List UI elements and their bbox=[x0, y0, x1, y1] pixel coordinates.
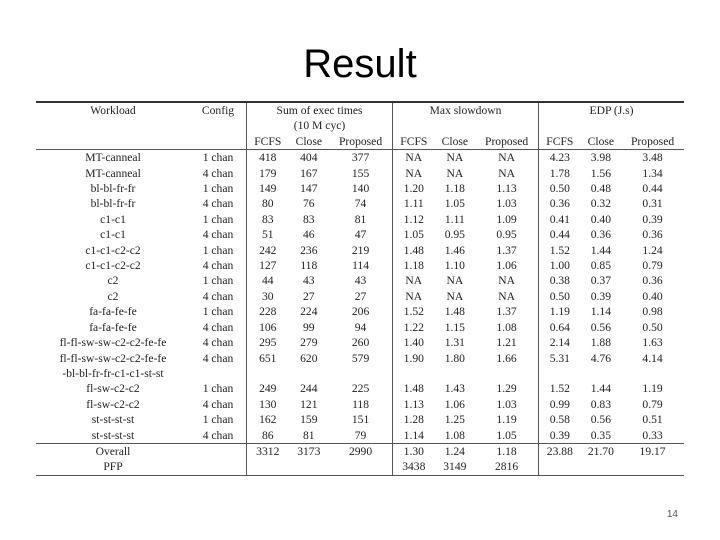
value-cell: 0.44 bbox=[539, 227, 581, 242]
value-cell: 0.40 bbox=[642, 289, 663, 303]
value-cell: 1.20 bbox=[393, 181, 435, 196]
value-cell: 295 bbox=[247, 335, 289, 350]
config-cell: 4 chan bbox=[202, 428, 234, 442]
config-cell: 1 chan bbox=[202, 243, 234, 257]
value-cell: 140 bbox=[351, 182, 370, 196]
value-cell: 0.32 bbox=[590, 197, 612, 211]
value-cell bbox=[475, 366, 538, 381]
subheader-cell: FCFS bbox=[247, 134, 289, 150]
value-cell: 1.06 bbox=[444, 397, 465, 411]
value-cell: NA bbox=[446, 274, 464, 288]
value-cell: 3438 bbox=[393, 459, 435, 475]
config-cell: 4 chan bbox=[202, 336, 234, 350]
config-cell bbox=[190, 459, 247, 475]
workload-cell: bl-bl-fr-fr bbox=[90, 197, 136, 211]
value-cell bbox=[329, 366, 392, 381]
value-cell: 1.10 bbox=[444, 259, 465, 273]
subheader-cell: FCFS bbox=[539, 134, 581, 150]
value-cell: 1.19 bbox=[496, 413, 517, 427]
value-cell: 0.35 bbox=[590, 428, 612, 442]
value-cell: 249 bbox=[247, 381, 289, 396]
workload-cell: c2 bbox=[107, 289, 119, 303]
workload-cell: MT-canneal bbox=[85, 151, 141, 165]
table-row bbox=[36, 150, 684, 166]
value-cell: 51 bbox=[247, 227, 289, 242]
value-cell: 1.05 bbox=[496, 428, 517, 442]
value-cell: 127 bbox=[247, 258, 289, 273]
workload-cell: st-st-st-st bbox=[91, 413, 135, 427]
value-cell: 1.66 bbox=[496, 351, 517, 365]
value-cell: 1.19 bbox=[642, 382, 663, 396]
value-cell bbox=[621, 366, 684, 381]
table-row bbox=[36, 412, 684, 427]
page-number: 14 bbox=[666, 509, 678, 520]
subheader-cell: Close bbox=[289, 134, 330, 150]
value-cell: 27 bbox=[354, 289, 367, 303]
value-cell: 149 bbox=[247, 181, 289, 196]
value-cell: 0.95 bbox=[496, 228, 517, 242]
value-cell bbox=[289, 366, 330, 381]
value-cell: 1.13 bbox=[496, 182, 517, 196]
value-cell: 80 bbox=[247, 196, 289, 211]
table-row bbox=[36, 428, 684, 444]
value-cell: 147 bbox=[300, 182, 318, 196]
value-cell: NA bbox=[393, 166, 435, 181]
value-cell: 1.80 bbox=[444, 351, 465, 365]
value-cell: 1.46 bbox=[444, 243, 465, 257]
value-cell: 1.00 bbox=[539, 258, 581, 273]
value-cell: 1.88 bbox=[590, 336, 612, 350]
value-cell bbox=[329, 459, 392, 475]
value-cell: 1.03 bbox=[496, 397, 517, 411]
value-cell: 1.48 bbox=[444, 305, 465, 319]
value-cell: 260 bbox=[351, 336, 370, 350]
value-cell bbox=[581, 459, 622, 475]
value-cell: 404 bbox=[300, 151, 318, 165]
value-cell: 0.79 bbox=[642, 397, 663, 411]
value-cell: 0.36 bbox=[642, 274, 663, 288]
value-cell: 0.99 bbox=[539, 397, 581, 412]
table-row bbox=[36, 381, 684, 396]
value-cell bbox=[539, 459, 581, 475]
value-cell: 1.78 bbox=[539, 166, 581, 181]
value-cell: 1.14 bbox=[590, 305, 612, 319]
table-row bbox=[36, 273, 684, 288]
value-cell: 1.52 bbox=[393, 304, 435, 319]
value-cell: 3149 bbox=[435, 459, 476, 475]
value-cell: 151 bbox=[351, 413, 370, 427]
value-cell: 179 bbox=[247, 166, 289, 181]
config-cell: 4 chan bbox=[202, 351, 234, 365]
value-cell: 1.03 bbox=[496, 197, 517, 211]
value-cell: 224 bbox=[300, 305, 318, 319]
value-cell: 1.15 bbox=[444, 320, 465, 334]
value-cell: 1.05 bbox=[444, 197, 465, 211]
value-cell: 162 bbox=[247, 412, 289, 427]
table-row bbox=[36, 335, 684, 350]
value-cell: 44 bbox=[247, 273, 289, 288]
value-cell: NA bbox=[446, 166, 464, 180]
value-cell: 228 bbox=[247, 304, 289, 319]
value-cell: 1.40 bbox=[393, 335, 435, 350]
value-cell: 83 bbox=[303, 212, 315, 226]
header-max-slowdown: Max slowdown bbox=[393, 103, 539, 134]
slide-title: Result bbox=[303, 42, 417, 86]
workload-cell: PFP bbox=[36, 459, 190, 475]
value-cell: 0.85 bbox=[590, 259, 612, 273]
value-cell bbox=[539, 366, 581, 381]
value-cell: 1.13 bbox=[393, 397, 435, 412]
table-header bbox=[36, 103, 684, 150]
value-cell: 2990 bbox=[329, 443, 392, 459]
value-cell: 651 bbox=[247, 351, 289, 366]
value-cell: 1.44 bbox=[590, 243, 612, 257]
value-cell: 0.36 bbox=[642, 228, 663, 242]
value-cell: 620 bbox=[300, 351, 318, 365]
workload-cell: Overall bbox=[36, 443, 190, 459]
value-cell: 1.63 bbox=[642, 336, 663, 350]
config-cell: 1 chan bbox=[202, 382, 234, 396]
table-body bbox=[36, 150, 684, 476]
value-cell: 23.88 bbox=[539, 443, 581, 459]
value-cell: 81 bbox=[354, 212, 367, 226]
config-cell: 1 chan bbox=[202, 212, 234, 226]
config-cell: 4 chan bbox=[202, 166, 234, 180]
value-cell: 219 bbox=[351, 243, 370, 257]
value-cell: 1.37 bbox=[496, 243, 517, 257]
value-cell: 83 bbox=[247, 212, 289, 227]
value-cell: 1.34 bbox=[642, 166, 663, 180]
value-cell: 46 bbox=[303, 228, 315, 242]
value-cell: 4.23 bbox=[539, 150, 581, 166]
table-row bbox=[36, 304, 684, 319]
value-cell: 1.18 bbox=[444, 182, 465, 196]
config-cell: 1 chan bbox=[202, 182, 234, 196]
value-cell: 1.90 bbox=[393, 351, 435, 366]
value-cell: 3173 bbox=[289, 443, 330, 459]
value-cell: 1.19 bbox=[539, 304, 581, 319]
config-cell: 4 chan bbox=[202, 397, 234, 411]
value-cell: NA bbox=[393, 273, 435, 288]
table-row bbox=[36, 351, 684, 366]
value-cell: 1.06 bbox=[496, 259, 517, 273]
workload-cell: fl-sw-c2-c2 bbox=[86, 397, 140, 411]
workload-cell: fl-sw-c2-c2 bbox=[86, 382, 140, 396]
value-cell: 2816 bbox=[475, 459, 538, 475]
value-cell: 0.31 bbox=[642, 197, 663, 211]
value-cell: 0.56 bbox=[590, 413, 612, 427]
value-cell: 118 bbox=[352, 397, 370, 411]
table-row bbox=[36, 181, 684, 196]
value-cell: 1.44 bbox=[590, 382, 612, 396]
header-edp: EDP (J.s) bbox=[539, 103, 684, 134]
value-cell: 0.50 bbox=[539, 289, 581, 304]
workload-cell: fa-fa-fe-fe bbox=[89, 320, 137, 334]
table-row bbox=[36, 443, 684, 459]
value-cell: 1.37 bbox=[496, 305, 517, 319]
value-cell: 1.11 bbox=[444, 212, 465, 226]
table-row bbox=[36, 289, 684, 304]
config-cell: 4 chan bbox=[202, 197, 234, 211]
header-sum-exec-times: Sum of exec times bbox=[247, 103, 393, 118]
value-cell: 0.51 bbox=[642, 413, 663, 427]
value-cell: 86 bbox=[247, 428, 289, 444]
value-cell: 206 bbox=[351, 305, 370, 319]
header-workload: Workload bbox=[36, 103, 190, 150]
value-cell: 167 bbox=[300, 166, 318, 180]
value-cell: 1.11 bbox=[393, 196, 435, 211]
value-cell: 1.30 bbox=[393, 443, 435, 459]
value-cell: 99 bbox=[303, 320, 315, 334]
value-cell: 242 bbox=[247, 243, 289, 258]
value-cell: 4.76 bbox=[590, 351, 612, 365]
value-cell: 1.18 bbox=[393, 258, 435, 273]
value-cell bbox=[435, 366, 476, 381]
value-cell: 0.36 bbox=[590, 228, 612, 242]
value-cell: 1.48 bbox=[393, 243, 435, 258]
value-cell: 1.12 bbox=[393, 212, 435, 227]
value-cell bbox=[289, 459, 330, 475]
subheader-cell: Close bbox=[581, 134, 622, 150]
value-cell: 1.24 bbox=[435, 443, 476, 459]
value-cell: 0.33 bbox=[642, 428, 663, 442]
subheader-cell: Proposed bbox=[621, 134, 684, 150]
value-cell: 1.25 bbox=[444, 413, 465, 427]
value-cell: 0.98 bbox=[642, 305, 663, 319]
config-cell: 4 chan bbox=[202, 289, 234, 303]
value-cell: 279 bbox=[300, 336, 318, 350]
workload-cell: c1-c1 bbox=[100, 228, 126, 242]
subheader-cell: Proposed bbox=[329, 134, 392, 150]
value-cell: 81 bbox=[303, 428, 315, 442]
value-cell: 1.08 bbox=[496, 320, 517, 334]
value-cell: 114 bbox=[352, 259, 370, 273]
value-cell bbox=[247, 459, 289, 475]
value-cell: NA bbox=[393, 150, 435, 166]
value-cell: 3312 bbox=[247, 443, 289, 459]
value-cell: 1.56 bbox=[590, 166, 612, 180]
value-cell: 0.83 bbox=[590, 397, 612, 411]
value-cell: 0.58 bbox=[539, 412, 581, 427]
value-cell: 3.98 bbox=[590, 151, 612, 165]
table-row bbox=[36, 459, 684, 475]
value-cell: 130 bbox=[247, 397, 289, 412]
value-cell: 4.14 bbox=[642, 351, 663, 365]
value-cell bbox=[393, 366, 435, 381]
table-row bbox=[36, 227, 684, 242]
value-cell: 1.28 bbox=[393, 412, 435, 427]
value-cell: 74 bbox=[354, 197, 367, 211]
value-cell: NA bbox=[446, 151, 464, 165]
value-cell: 121 bbox=[300, 397, 318, 411]
value-cell: 377 bbox=[351, 151, 370, 165]
subheader-cell: Close bbox=[435, 134, 476, 150]
value-cell bbox=[247, 366, 289, 381]
value-cell: 1.48 bbox=[393, 381, 435, 396]
table-row bbox=[36, 320, 684, 335]
table-row bbox=[36, 212, 684, 227]
value-cell: 0.50 bbox=[642, 320, 663, 334]
value-cell: 579 bbox=[351, 351, 370, 365]
value-cell bbox=[621, 459, 684, 475]
value-cell: NA bbox=[446, 289, 464, 303]
config-cell: 4 chan bbox=[202, 228, 234, 242]
value-cell: 106 bbox=[247, 320, 289, 335]
workload-cell: fl-fl-sw-sw-c2-c2-fe-fe bbox=[59, 351, 167, 365]
workload-cell: c1-c1 bbox=[100, 212, 126, 226]
workload-cell: c2 bbox=[107, 274, 119, 288]
value-cell: 0.64 bbox=[539, 320, 581, 335]
value-cell: 0.48 bbox=[590, 182, 612, 196]
value-cell: 0.50 bbox=[539, 181, 581, 196]
config-cell bbox=[190, 443, 247, 459]
value-cell: 27 bbox=[303, 289, 315, 303]
value-cell: 0.37 bbox=[590, 274, 612, 288]
value-cell: 118 bbox=[300, 259, 318, 273]
value-cell: 94 bbox=[354, 320, 367, 334]
value-cell: 0.95 bbox=[444, 228, 465, 242]
workload-cell: bl-bl-fr-fr bbox=[90, 182, 136, 196]
value-cell: 0.36 bbox=[539, 196, 581, 211]
value-cell: 1.29 bbox=[496, 382, 517, 396]
value-cell bbox=[581, 366, 622, 381]
value-cell: 1.22 bbox=[393, 320, 435, 335]
value-cell: 244 bbox=[300, 382, 318, 396]
workload-cell: c1-c1-c2-c2 bbox=[85, 259, 141, 273]
value-cell: 1.43 bbox=[444, 382, 465, 396]
table-row bbox=[36, 243, 684, 258]
config-cell: 4 chan bbox=[202, 320, 234, 334]
value-cell: 30 bbox=[247, 289, 289, 304]
value-cell: NA bbox=[498, 289, 515, 303]
value-cell: 1.05 bbox=[393, 227, 435, 242]
table-row bbox=[36, 166, 684, 181]
workload-cell: c1-c1-c2-c2 bbox=[85, 243, 141, 257]
workload-cell: MT-canneal bbox=[85, 166, 141, 180]
value-cell: 225 bbox=[351, 382, 370, 396]
value-cell: 43 bbox=[354, 274, 367, 288]
value-cell: 155 bbox=[351, 166, 370, 180]
value-cell: 1.52 bbox=[539, 243, 581, 258]
value-cell: 1.24 bbox=[642, 243, 663, 257]
value-cell: 0.39 bbox=[642, 212, 663, 226]
value-cell: 0.56 bbox=[590, 320, 612, 334]
table-row bbox=[36, 397, 684, 412]
value-cell: NA bbox=[498, 166, 515, 180]
value-cell: 236 bbox=[300, 243, 318, 257]
value-cell: 0.40 bbox=[590, 212, 612, 226]
table-row bbox=[36, 196, 684, 211]
workload-cell: fa-fa-fe-fe bbox=[89, 305, 137, 319]
results-table bbox=[36, 103, 684, 476]
table-row bbox=[36, 258, 684, 273]
subheader-cell: Proposed bbox=[475, 134, 538, 150]
value-cell: 1.09 bbox=[496, 212, 517, 226]
value-cell: 418 bbox=[247, 150, 289, 166]
workload-cell: fl-fl-sw-sw-c2-c2-fe-fe bbox=[59, 336, 167, 350]
config-cell: 1 chan bbox=[202, 151, 234, 165]
value-cell: 159 bbox=[300, 413, 318, 427]
value-cell: 79 bbox=[354, 428, 367, 442]
workload-cell: st-st-st-st bbox=[91, 428, 135, 442]
value-cell: 43 bbox=[303, 274, 315, 288]
config-cell bbox=[190, 366, 247, 381]
value-cell: 0.79 bbox=[642, 259, 663, 273]
value-cell: 0.39 bbox=[590, 289, 612, 303]
value-cell: 0.41 bbox=[539, 212, 581, 227]
value-cell: 1.08 bbox=[444, 428, 465, 442]
value-cell: 76 bbox=[303, 197, 315, 211]
value-cell: 1.18 bbox=[475, 443, 538, 459]
value-cell: 0.38 bbox=[539, 273, 581, 288]
value-cell: 0.39 bbox=[539, 428, 581, 444]
value-cell: NA bbox=[393, 289, 435, 304]
value-cell: 1.14 bbox=[393, 428, 435, 444]
table-row bbox=[36, 366, 684, 381]
value-cell: 1.21 bbox=[496, 336, 517, 350]
value-cell: 19.17 bbox=[621, 443, 684, 459]
value-cell: 3.48 bbox=[642, 151, 663, 165]
value-cell: 2.14 bbox=[539, 335, 581, 350]
config-cell: 1 chan bbox=[202, 413, 234, 427]
value-cell: NA bbox=[498, 151, 515, 165]
value-cell: 0.44 bbox=[642, 182, 663, 196]
value-cell: NA bbox=[498, 274, 515, 288]
config-cell: 4 chan bbox=[202, 259, 234, 273]
value-cell: 5.31 bbox=[539, 351, 581, 366]
value-cell: 21.70 bbox=[581, 443, 622, 459]
config-cell: 1 chan bbox=[202, 274, 234, 288]
value-cell: 1.52 bbox=[539, 381, 581, 396]
config-cell: 1 chan bbox=[202, 305, 234, 319]
value-cell: 47 bbox=[354, 228, 367, 242]
header-sum-unit: (10 M cyc) bbox=[247, 118, 393, 133]
header-config: Config bbox=[190, 103, 247, 150]
workload-cell: -bl-bl-fr-fr-c1-c1-st-st bbox=[62, 366, 164, 380]
subheader-cell: FCFS bbox=[393, 134, 435, 150]
results-table-container bbox=[36, 101, 684, 476]
value-cell: 1.31 bbox=[444, 336, 465, 350]
